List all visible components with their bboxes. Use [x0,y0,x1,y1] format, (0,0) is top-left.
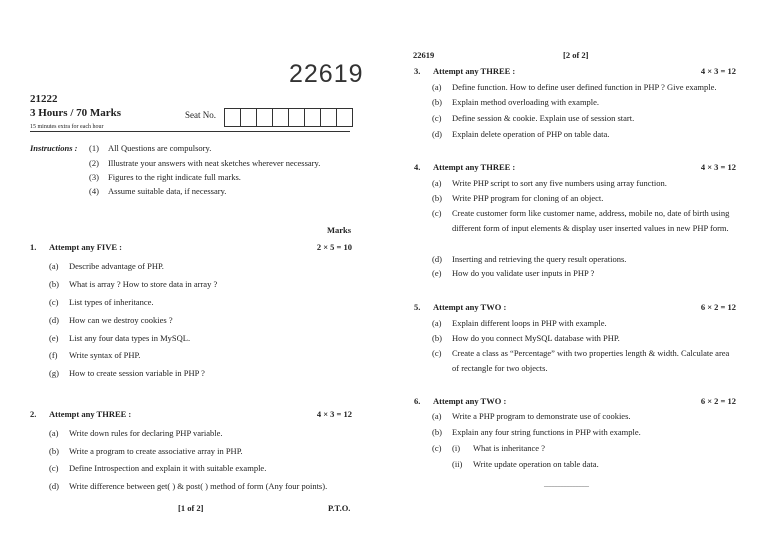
instructions-label: Instructions : [30,143,78,153]
extra-time-note: 15 minutes extra for each hour [30,124,104,130]
question-1f: (f) Write syntax of PHP. [49,350,141,360]
question-5c: (c) Create a class as “Percentage” with two properties length & width. Calculate area of rectangle for two objects. [432,348,730,373]
paper-code: 22619 [289,60,364,88]
paper-code-small: 22619 [413,50,435,60]
end-rule: _______________ [544,482,589,488]
question-1-header: 1. Attempt any FIVE : 2 × 5 = 10 [30,242,352,252]
question-6b: (b) Explain any four string functions in PHP with example. [432,427,641,437]
pto-label: P.T.O. [328,503,351,513]
question-1g: (g) How to create session variable in PHP ? [49,368,205,378]
question-3a: (a) Define function. How to define user defined function in PHP ? Give example. [432,82,717,92]
question-2a: (a) Write down rules for declaring PHP variable. [49,428,223,438]
question-1a: (a) Describe advantage of PHP. [49,261,164,271]
duration: 3 Hours / 70 Marks [30,107,122,119]
instruction-2: (2) Illustrate your answers with neat sketches wherever necessary. [89,158,321,168]
instruction-1: (1) All Questions are compulsory. [89,143,212,153]
question-4d: (d) Inserting and retrieving the query result operations. [432,254,627,264]
question-1d: (d) How can we destroy cookies ? [49,315,173,325]
question-1c: (c) List types of inheritance. [49,297,154,307]
instruction-3: (3) Figures to the right indicate full marks. [89,172,241,182]
question-2c: (c) Define Introspection and explain it with suitable example. [49,463,267,473]
question-6c-i: (c) (i) What is inheritance ? [432,443,545,453]
marks-heading: Marks [327,225,352,235]
question-4b: (b) Write PHP program for cloning of an object. [432,193,604,203]
page-number: [2 of 2] [563,50,589,60]
seat-number-boxes [224,108,353,127]
page-number: [1 of 2] [178,503,204,513]
question-3c: (c) Define session & cookie. Explain use of session start. [432,113,635,123]
question-2-header: 2. Attempt any THREE : 4 × 3 = 12 [30,409,352,419]
question-4e: (e) How do you validate user inputs in PHP ? [432,268,595,278]
question-6-header: 6. Attempt any TWO : 6 × 2 = 12 [414,396,736,406]
question-2b: (b) Write a program to create associative array in PHP. [49,446,243,456]
question-4a: (a) Write PHP script to sort any five numbers using array function. [432,178,667,188]
header-rule [30,131,350,132]
seat-label: Seat No. [185,110,216,120]
page-right [384,0,768,554]
question-5-header: 5. Attempt any TWO : 6 × 2 = 12 [414,302,736,312]
question-1b: (b) What is array ? How to store data in array ? [49,279,218,289]
question-3d: (d) Explain delete operation of PHP on table data. [432,129,610,139]
question-4c: (c) Create customer form like customer name, address, mobile no, date of birth using different form of input elements & display user inserted values in new PHP form. [432,208,730,233]
question-2d: (d) Write difference between get( ) & post( ) method of form (Any four points). [49,481,328,491]
question-1e: (e) List any four data types in MySQL. [49,333,191,343]
question-3b: (b) Explain method overloading with example. [432,97,600,107]
scheme-code: 21222 [30,93,58,105]
question-5b: (b) How do you connect MySQL database with PHP. [432,333,620,343]
question-6c-ii: (ii) Write update operation on table data. [452,459,599,469]
question-5a: (a) Explain different loops in PHP with example. [432,318,607,328]
question-6a: (a) Write a PHP program to demonstrate use of cookies. [432,411,631,421]
instruction-4: (4) Assume suitable data, if necessary. [89,186,227,196]
question-4-header: 4. Attempt any THREE : 4 × 3 = 12 [414,162,736,172]
question-3-header: 3. Attempt any THREE : 4 × 3 = 12 [414,66,736,76]
